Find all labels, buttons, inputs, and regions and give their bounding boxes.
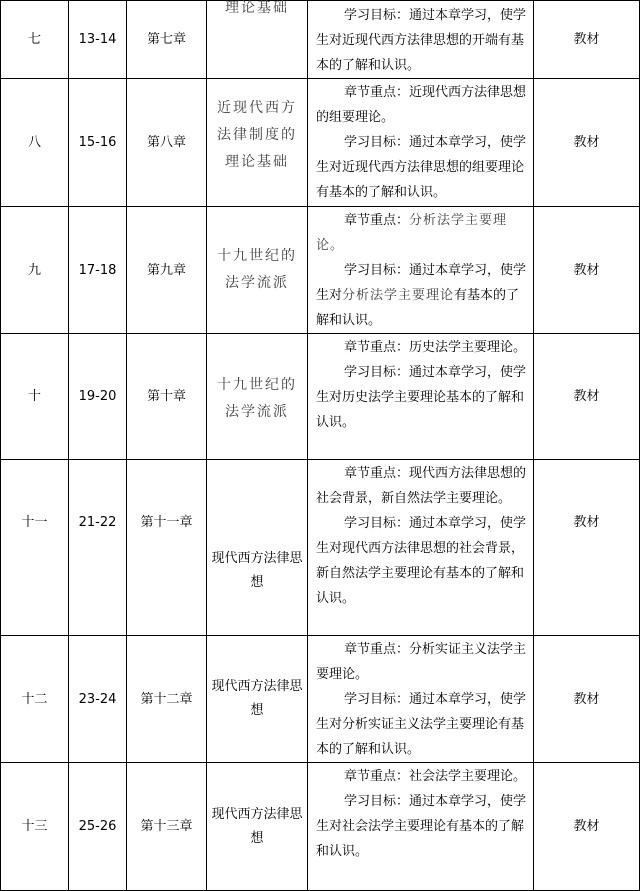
description-cell (308, 79, 534, 207)
chapter-title-cell (207, 1, 308, 79)
focus-text: 分析实证主义法学主要理论。 (316, 642, 527, 682)
table-row (1, 763, 640, 891)
chapter-title-cell (207, 763, 308, 891)
focus-label: 章节重点： (344, 85, 410, 100)
learning-goal (316, 360, 527, 435)
goal-text: 通过本章学习，使学生对近现代西方法律思想的组要理论有基本的了解和认识。 (316, 135, 527, 200)
chapter-cell: 第十二章 (127, 636, 207, 763)
learning-goal (316, 511, 527, 611)
focus-text: 近现代西方法律思想的组要理论。 (316, 85, 527, 125)
week-number-cell: 十二 (1, 636, 69, 763)
chapter-cell: 第八章 (127, 79, 207, 207)
focus-label: 章节重点： (344, 340, 410, 355)
week-number-cell: 九 (1, 207, 69, 334)
learning-goal (316, 130, 527, 205)
week-number-cell: 十三 (1, 763, 69, 891)
chapter-title: 现代西方法律思想 (211, 806, 303, 846)
material-cell: 教材 (534, 207, 640, 334)
description-cell (308, 1, 534, 79)
chapter-title-cell (207, 460, 308, 636)
table-row (1, 79, 640, 207)
focus-label: 章节重点： (344, 466, 410, 481)
chapter-title-cell (207, 334, 308, 460)
focus-text: 现代西方法律思想的社会背景，新自然法学主要理论。 (316, 466, 527, 506)
chapter-focus (316, 461, 527, 511)
goal-text: 通过本章学习，使学生对分析实证主义法学主要理论有基本的了解和认识。 (316, 692, 527, 757)
chapter-title-cell (207, 79, 308, 207)
chapter-cell: 第七章 (127, 1, 207, 79)
goal-label: 学习目标： (344, 135, 410, 150)
week-number-cell: 十 (1, 334, 69, 460)
material-cell: 教材 (534, 1, 640, 79)
hours-cell: 17-18 (69, 207, 127, 334)
hours-cell: 21-22 (69, 460, 127, 636)
goal-text-end: 有基本的了解和认识。 (316, 288, 520, 328)
learning-goal (316, 789, 527, 864)
goal-text: 通过本章学习，使学生对现代西方法律思想的社会背景，新自然法学主要理论有基本的了解和认识。 (316, 516, 527, 606)
chapter-title: 十九世纪的法学流派 (217, 377, 297, 420)
focus-text: 历史法学主要理论。 (409, 340, 527, 355)
table-row (1, 207, 640, 334)
learning-goal (316, 258, 527, 333)
chapter-title: 近现代西方法律制度的理论基础 (217, 100, 297, 170)
chapter-focus (316, 335, 527, 360)
goal-label: 学习目标： (344, 692, 410, 707)
focus-text: 社会法学主要理论。 (409, 769, 527, 784)
focus-text: 分析法学主要理论。 (316, 213, 508, 253)
chapter-cell: 第十章 (127, 334, 207, 460)
description-cell (308, 207, 534, 334)
chapter-focus (316, 637, 527, 687)
week-number-cell: 七 (1, 1, 69, 79)
table-row (1, 334, 640, 460)
chapter-focus (316, 764, 527, 789)
goal-label: 学习目标： (344, 263, 410, 278)
goal-text: 通过本章学习，使学生对 (316, 263, 527, 303)
hours-cell: 13-14 (69, 1, 127, 79)
description-cell (308, 763, 534, 891)
chapter-title-cell (207, 636, 308, 763)
goal-text: 通过本章学习，使学生对社会法学主要理论有基本的了解和认识。 (316, 794, 527, 859)
chapter-cell: 第十三章 (127, 763, 207, 891)
description-cell (308, 460, 534, 636)
goal-label: 学习目标： (344, 516, 410, 531)
chapter-title-cell (207, 207, 308, 334)
goal-text: 通过本章学习，使学生对近现代西方法律思想的开端有基本的了解和认识。 (316, 8, 527, 73)
material-cell: 教材 (534, 636, 640, 763)
week-number-cell: 十一 (1, 460, 69, 636)
focus-label: 章节重点： (344, 213, 410, 228)
material-cell: 教材 (534, 763, 640, 891)
focus-label: 章节重点： (344, 642, 410, 657)
goal-text-highlight: 分析法学主要理论 (342, 288, 455, 303)
table-row (1, 636, 640, 763)
chapter-title: 现代西方法律思想 (211, 551, 303, 590)
chapter-title: 十九世纪的法学流派 (217, 248, 297, 291)
material-cell: 教材 (534, 79, 640, 207)
description-cell (308, 636, 534, 763)
hours-cell: 23-24 (69, 636, 127, 763)
learning-goal (316, 3, 527, 78)
learning-goal (316, 687, 527, 762)
goal-label: 学习目标： (344, 794, 410, 809)
material-cell: 教材 (534, 334, 640, 460)
chapter-focus (316, 208, 527, 258)
goal-text: 通过本章学习，使学生对历史法学主要理论基本的了解和认识。 (316, 365, 527, 430)
chapter-cell: 第十一章 (127, 460, 207, 636)
hours-cell: 15-16 (69, 79, 127, 207)
chapter-title: 现代西方法律思想 (211, 679, 303, 718)
table-row (1, 460, 640, 636)
chapter-focus (316, 80, 527, 130)
hours-cell: 25-26 (69, 763, 127, 891)
chapter-cell: 第九章 (127, 207, 207, 334)
chapter-title: 理论基础 (225, 0, 289, 16)
goal-label: 学习目标： (344, 8, 410, 23)
focus-label: 章节重点： (344, 769, 410, 784)
material-cell: 教材 (534, 460, 640, 636)
week-number-cell: 八 (1, 79, 69, 207)
description-cell (308, 334, 534, 460)
table-row (1, 1, 640, 79)
hours-cell: 19-20 (69, 334, 127, 460)
goal-label: 学习目标： (344, 365, 410, 380)
